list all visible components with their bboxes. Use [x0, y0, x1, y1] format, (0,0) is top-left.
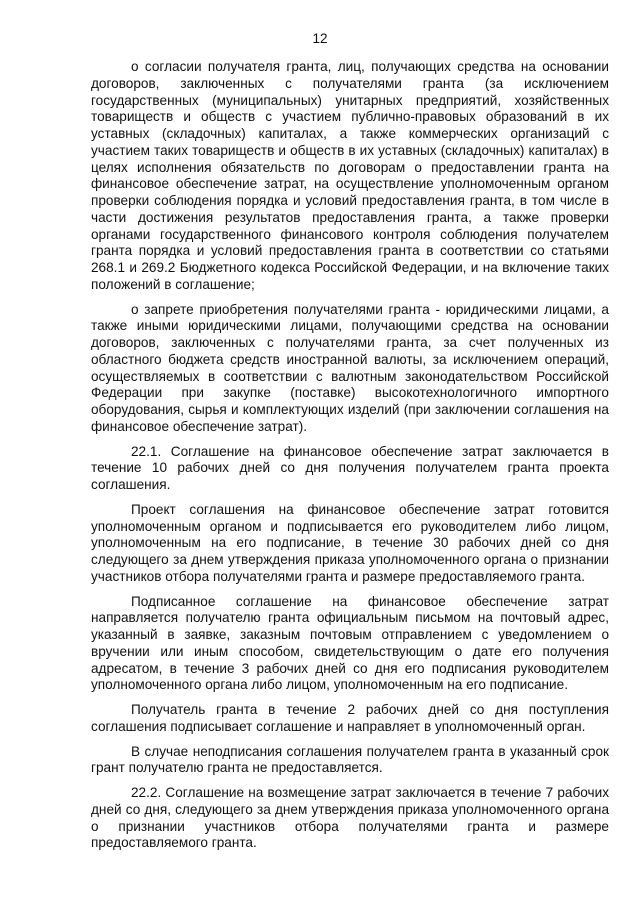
- paragraph-non-signing: В случае неподписания соглашения получателем гранта в указанный срок грант получателю гранта не предоставляется.: [91, 743, 609, 776]
- page-number: 12: [312, 31, 328, 46]
- paragraph-currency-ban: о запрете приобретения получателями гранта - юридическими лицами, а также иными юридическими лицами, получающими средства на основании договоров, заключенных с получателями гранта, за счет полученных из областного бюджета средств иностранной валюты, за исключением операций, осуществляемых в соответствии с валютным законодательством Российской Федерации при закупке (поставке) высокотехнологичного импортного оборудования, сырья и комплектующих изделий (при заключении соглашения на финансовое обеспечение затрат).: [91, 301, 609, 434]
- paragraph-22-1: 22.1. Соглашение на финансовое обеспечение затрат заключается в течение 10 рабочих дней со дня получения получателем гранта проекта соглашения.: [91, 443, 609, 492]
- paragraph-22-2: 22.2. Соглашение на возмещение затрат заключается в течение 7 рабочих дней со дня, следующего за днем утверждения приказа уполномоченного органа о признании участников отбора получателями гранта и размере предоставляемого гранта.: [91, 785, 609, 851]
- paragraph-signed-agreement: Подписанное соглашение на финансовое обеспечение затрат направляется получателю гранта официальным письмом на почтовый адрес, указанный в заявке, заказным почтовым отправлением с уведомлением о вручении или иным способом, свидетельствующим о дате его получения адресатом, в течение 3 рабочих дней со дня его подписания руководителем уполномоченного органа либо лицом, уполномоченным на его подписание.: [91, 593, 609, 693]
- paragraph-recipient-signs: Получатель гранта в течение 2 рабочих дней со дня поступления соглашения подписывает соглашение и направляет в уполномоченный орган.: [91, 702, 609, 734]
- paragraph-consent-inspection: о согласии получателя гранта, лиц, получающих средства на основании договоров, заключенных с получателями гранта (за исключением государственных (муниципальных) унитарных предприятий, хозяйственных товариществ и обществ с участием публично-правовых образований в их уставных (складочных) капиталах, а также коммерческих организаций с участием таких товариществ и обществ в их уставных (складочных) капиталах) в целях исполнения обязательств по договорам о предоставлении гранта на финансовое обеспечение затрат, на осуществление уполномоченным органом проверки соблюдения порядка и условий предоставления гранта, в том числе в части достижения результатов предоставления гранта, а также проверки органами государственного финансового контроля соблюдения получателем гранта порядка и условий предоставления гранта в соответствии со статьями 268.1 и 269.2 Бюджетного кодекса Российской Федерации, и на включение таких положений в соглашение;: [91, 59, 609, 292]
- paragraph-draft-agreement: Проект соглашения на финансовое обеспечение затрат готовится уполномоченным органом и подписывается его руководителем либо лицом, уполномоченным на его подписание, в течение 30 рабочих дней со дня следующего за днем утверждения приказа уполномоченного органа о признании участников отбора получателями гранта и размере предоставляемого гранта.: [91, 501, 609, 584]
- document-body: [91, 59, 609, 852]
